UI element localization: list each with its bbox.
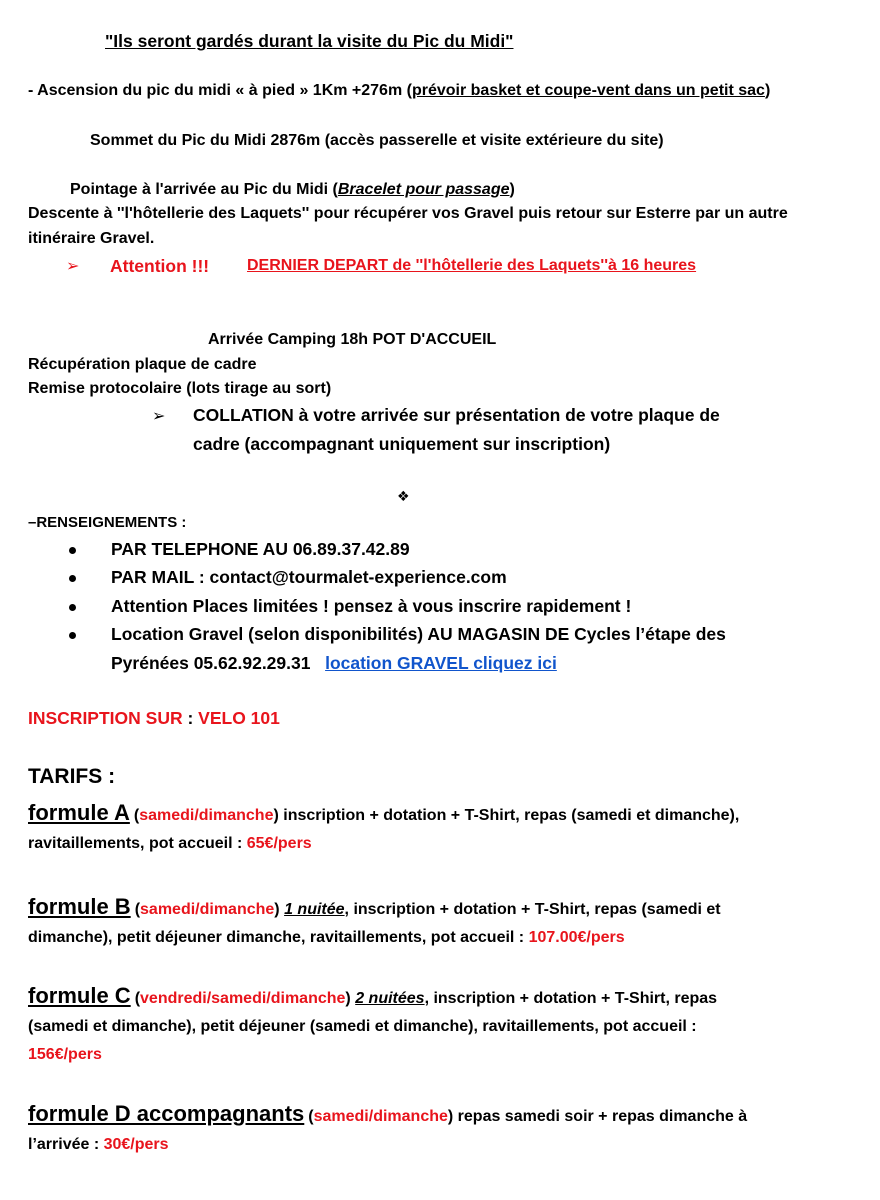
diamond-icon: ❖ — [397, 489, 410, 505]
tarifs-colon: : — [102, 765, 116, 788]
collation-line-2: cadre (accompagnant uniquement sur inscription) — [193, 434, 611, 454]
ascension-line — [28, 82, 770, 100]
info-places: Attention Places limitées ! pensez à vous inscrire rapidement ! — [111, 596, 632, 616]
formule-b-line-1: formule B (samedi/dimanche) 1 nuitée, inscription + dotation + T-Shirt, repas (samedi et — [28, 894, 721, 919]
formule-b-price: 107.00€/pers — [528, 929, 625, 946]
formule-b-details: , inscription + dotation + T-Shirt, repas (samedi et — [344, 901, 721, 918]
formule-c-line-2: (samedi et dimanche), petit déjeuner (samedi et dimanche), ravitaillements, pot accueil : — [28, 1018, 697, 1035]
arrow-icon: ➢ — [152, 406, 166, 425]
formule-c-name: formule C — [28, 983, 131, 1008]
tarifs-heading — [28, 765, 115, 789]
bullet-icon — [69, 604, 76, 611]
sommet-line: Sommet du Pic du Midi 2876m (accès passerelle et visite extérieure du site) — [90, 132, 664, 149]
formule-a-days: samedi/dimanche — [139, 807, 274, 824]
bullet-icon — [69, 632, 76, 639]
info-location-line-1: Location Gravel (selon disponibilités) AU MAGASIN DE Cycles l’étape des — [111, 624, 726, 644]
formule-b-line-2 — [28, 929, 625, 947]
formule-a-line-2 — [28, 835, 312, 853]
formule-c-price: 156€/pers — [28, 1046, 102, 1063]
inscription-site: VELO 101 — [198, 708, 280, 728]
recuperation-line: Récupération plaque de cadre — [28, 356, 257, 373]
formule-a-details: ) inscription + dotation + T-Shirt, repas (samedi et dimanche), — [273, 807, 740, 824]
formule-d-details: ) repas samedi soir + repas dimanche à — [447, 1108, 748, 1125]
inscription-line — [28, 708, 280, 729]
inscription-label: INSCRIPTION SUR — [28, 708, 183, 728]
info-phone: PAR TELEPHONE AU 06.89.37.42.89 — [111, 539, 410, 559]
formule-b-nights: 1 nuitée — [284, 901, 345, 918]
ascension-text: - Ascension du pic du midi « à pied » 1Km +276m ( — [28, 82, 412, 99]
arrivee-line: Arrivée Camping 18h POT D'ACCUEIL — [208, 331, 497, 348]
collation-line-1: COLLATION à votre arrivée sur présentation de votre plaque de — [193, 405, 720, 425]
inscription-colon: : — [182, 708, 199, 728]
descente-line-1: Descente à ''l'hôtellerie des Laquets'' pour récupérer vos Gravel puis retour sur Esterre par un autre — [28, 205, 788, 222]
formule-d-details-2: l’arrivée : — [28, 1136, 104, 1153]
info-location-line-2 — [111, 653, 557, 674]
attention-label: Attention !!! — [110, 256, 210, 276]
formule-a-name: formule A — [28, 800, 130, 825]
bullet-icon — [69, 575, 76, 582]
formule-d-line-1: formule D accompagnants (samedi/dimanche) repas samedi soir + repas dimanche à — [28, 1101, 748, 1126]
formule-a-price: 65€/pers — [246, 835, 312, 852]
formule-b-days: samedi/dimanche — [140, 901, 275, 918]
formule-c-details: , inscription + dotation + T-Shirt, repas — [424, 990, 718, 1007]
info-mail: PAR MAIL : contact@tourmalet-experience.com — [111, 567, 507, 587]
formule-c-nights: 2 nuitées — [355, 990, 425, 1007]
ascension-close: ) — [764, 82, 771, 99]
last-departure-notice: DERNIER DEPART de ''l'hôtellerie des Laquets''à 16 heures — [247, 257, 697, 274]
formule-d-days: samedi/dimanche — [313, 1108, 448, 1125]
arrow-icon: ➢ — [66, 256, 80, 275]
shop-phone: Pyrénées 05.62.92.29.31 — [111, 653, 311, 673]
descente-line-2: itinéraire Gravel. — [28, 230, 155, 247]
pointage-close: ) — [509, 181, 515, 198]
formule-b-details-2: dimanche), petit déjeuner dimanche, ravitaillements, pot accueil : — [28, 929, 529, 946]
page-title: "Ils seront gardés durant la visite du Pic du Midi" — [105, 31, 514, 51]
formule-d-line-2 — [28, 1136, 169, 1154]
formule-a-line-1: formule A (samedi/dimanche) inscription + dotation + T-Shirt, repas (samedi et dimanche), — [28, 800, 740, 825]
formule-b-name: formule B — [28, 894, 131, 919]
bullet-icon — [69, 547, 76, 554]
renseignements-heading: –RENSEIGNEMENTS : — [28, 514, 187, 531]
tarifs-title: TARIFS — [28, 765, 103, 788]
formule-c-line-1: formule C (vendredi/samedi/dimanche) 2 nuitées, inscription + dotation + T-Shirt, repas — [28, 983, 718, 1008]
location-gravel-link[interactable]: location GRAVEL cliquez ici — [325, 653, 557, 673]
formule-d-price: 30€/pers — [103, 1136, 169, 1153]
bracelet-text: Bracelet pour passage — [337, 181, 510, 198]
formule-c-days: vendredi/samedi/dimanche — [140, 990, 346, 1007]
formule-d-name: formule D accompagnants — [28, 1101, 305, 1126]
pointage-text: Pointage à l'arrivée au Pic du Midi ( — [70, 181, 338, 198]
ascension-equipment: prévoir basket et coupe-vent dans un petit sac — [411, 82, 765, 99]
remise-line: Remise protocolaire (lots tirage au sort) — [28, 380, 332, 397]
pointage-line — [70, 181, 515, 199]
formule-a-details-2: ravitaillements, pot accueil : — [28, 835, 247, 852]
